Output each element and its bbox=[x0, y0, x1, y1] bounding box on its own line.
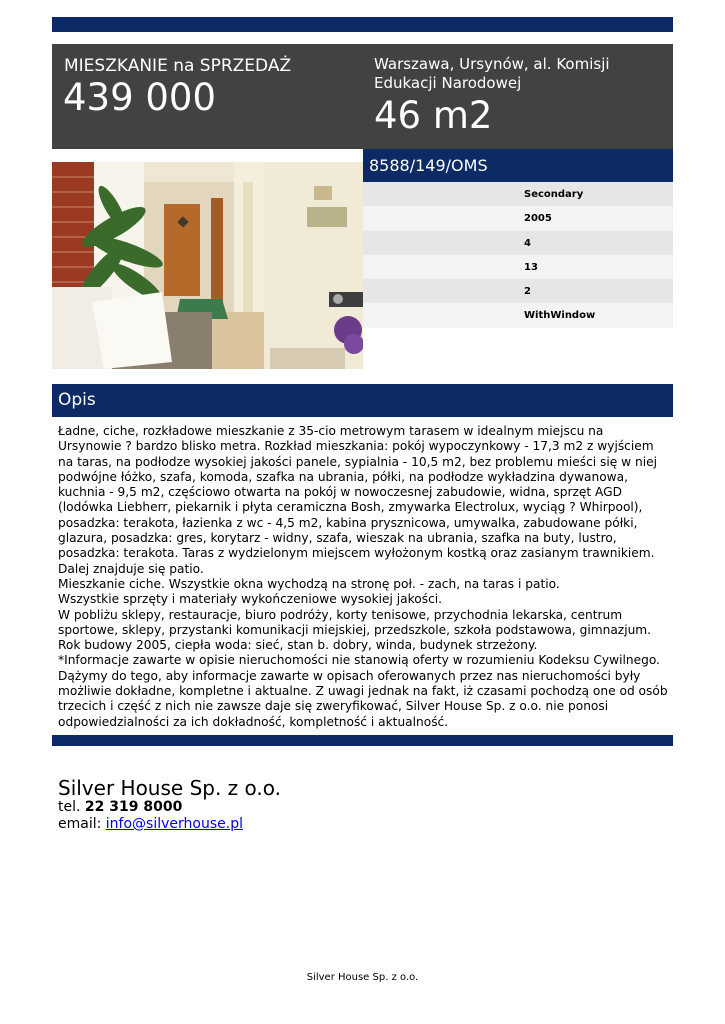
top-divider-bar bbox=[52, 17, 673, 32]
phone-label: tel. bbox=[58, 799, 81, 815]
bottom-divider-bar bbox=[52, 735, 673, 746]
details-value: WithWindow bbox=[524, 310, 596, 322]
description-heading: Opis bbox=[58, 390, 96, 410]
details-row bbox=[363, 279, 673, 303]
details-value: 2005 bbox=[524, 213, 552, 225]
description-header bbox=[52, 384, 673, 417]
details-row bbox=[363, 231, 673, 255]
details-value: Secondary bbox=[524, 189, 584, 200]
reference-bar bbox=[363, 149, 673, 182]
listing-price: 439 000 bbox=[63, 76, 217, 119]
email-label: email: bbox=[58, 816, 102, 832]
header-location-panel bbox=[363, 44, 673, 149]
details-value: 2 bbox=[524, 286, 531, 298]
page-footer: Silver House Sp. z o.o. bbox=[306, 972, 419, 983]
header-price-panel bbox=[52, 44, 363, 149]
company-name: Silver House Sp. z o.o. bbox=[58, 776, 282, 800]
details-row bbox=[363, 303, 673, 327]
phone-number: 22 319 8000 bbox=[84, 799, 183, 815]
email-link[interactable]: info@silverhouse.pl bbox=[105, 816, 243, 832]
email-line bbox=[58, 816, 243, 832]
reference-number: 8588/149/OMS bbox=[369, 156, 488, 175]
details-row bbox=[363, 182, 673, 206]
description-text: Ładne, ciche, rozkładowe mieszkanie z 35-cio metrowym tarasem w idealnym miejscu na Ursynowie ? bardzo blisko metra. Rozkład mieszkania: pokój wypoczynkowy - 17,3 m2 z wyjściem na taras, na podłodze wysokiej jakości panele, sypialnia - 10,5 m2, bez problemu mieści się w niej podwójne łóżko, szafa, komoda, szafka na ubrania, półki, na podłodze wykładzina dywanowa, kuchnia - 9,5 m2, częściowo otwarta na pokój w nowoczesnej zabudowie, widna, sprzęt AGD (lodówka Liebherr, piekarnik i płyta ceramiczna Bosh, zmywarka Electrolux, wyciąg ? Whirpool), posadzka: terakota, łazienka z wc - 4,5 m2, kabina prysznicowa, umywalka, zabudowane półki, glazura, posadzka: gres, korytarz - widny, szafa, wieszak na ubrania, szafka na buty, lustro, posadzka: terakota. Taras z wydzielonym miejscem wyłożonym kostką oraz zasianym trawnikiem. Dalej znajduje się patio. Mieszkanie ciche. Wszystkie okna wychodzą na stronę poł. - zach, na taras i patio. Wszystkie sprzęty i materiały wykończeniowe wysokiej jakości. W pobliżu sklepy, restauracje, biuro podróży, korty tenisowe, przychodnia lekarska, centrum sportowe, sklepy, przystanki komunikacji miejskiej, przedszkole, szkoła podstawowa, gimnazjum. Rok budowy 2005, ciepła woda: sieć, stan b. dobry, winda, budynek strzeżony. *Informacje zawarte w opisie nieruchomości nie stanowią oferty w rozumieniu Kodeksu Cywilnego. Dążymy do tego, aby informacje zawarte w opisach oferowanych przez nas nieruchomości były możliwie dokładne, kompletne i aktualne. Z uwagi jednak na fakt, iż czasami pochodzą one od osób trzecich i część z nich nie zawsze daje się zweryfikować, Silver House Sp. z o.o. nie ponosi odpowiedzialności za ich dokładność, kompletność i aktualność. bbox=[58, 424, 668, 729]
details-value: 13 bbox=[524, 261, 538, 273]
phone-line bbox=[58, 799, 182, 815]
details-value: 4 bbox=[524, 237, 531, 249]
listing-area: 46 m2 bbox=[374, 94, 493, 137]
property-photo bbox=[52, 162, 363, 369]
details-table bbox=[363, 182, 673, 328]
details-row bbox=[363, 255, 673, 279]
listing-location: Warszawa, Ursynów, al. Komisji Edukacji Narodowej bbox=[374, 55, 610, 92]
details-row bbox=[363, 206, 673, 230]
listing-type: MIESZKANIE na SPRZEDAŻ bbox=[64, 56, 292, 76]
